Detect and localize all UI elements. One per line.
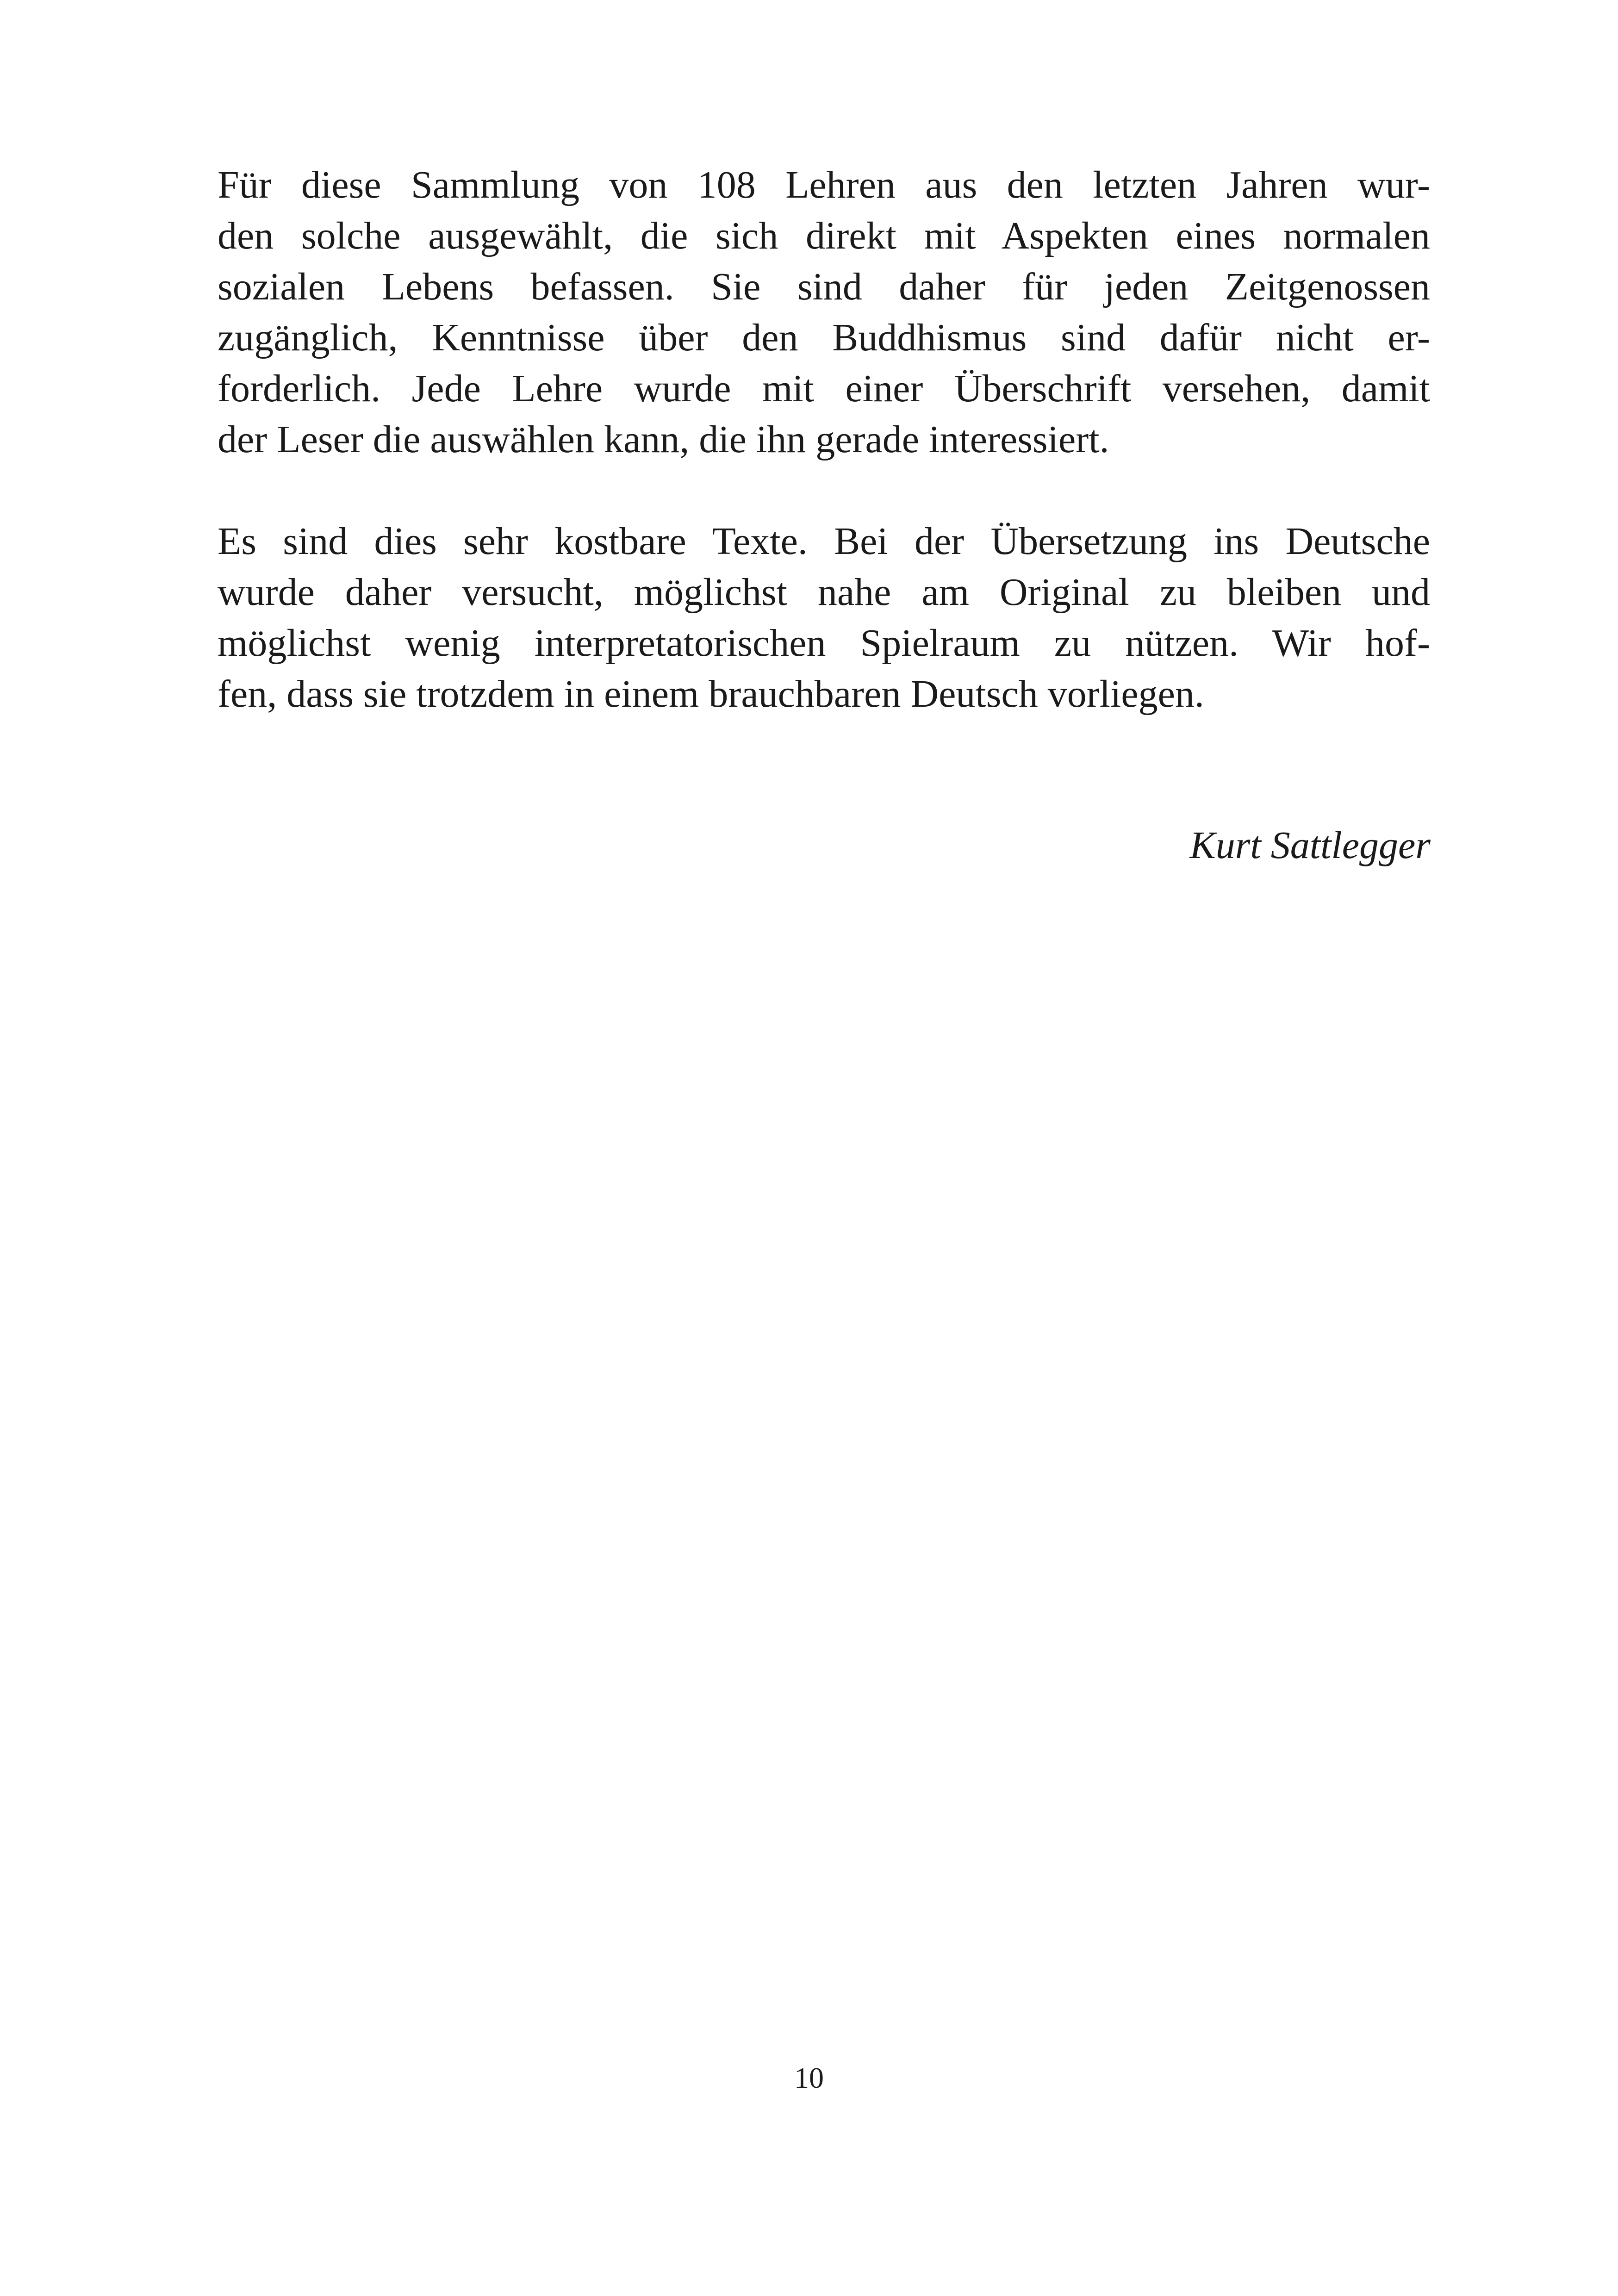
author-signature: Kurt Sattlegger: [1189, 824, 1431, 867]
text-line: forderlich. Jede Lehre wurde mit einer Überschrift versehen, damit: [218, 367, 1430, 410]
text-line: zugänglich, Kenntnisse über den Buddhismus sind dafür nicht er-: [218, 316, 1430, 359]
text-line: Es sind dies sehr kostbare Texte. Bei der Übersetzung ins Deutsche: [218, 520, 1430, 563]
page-number: 10: [794, 2061, 824, 2094]
text-line: sozialen Lebens befassen. Sie sind daher für jeden Zeitgenossen: [218, 265, 1430, 308]
text-line: möglichst wenig interpretatorischen Spielraum zu nützen. Wir hof-: [218, 622, 1430, 665]
paragraph-1: [218, 160, 1430, 465]
text-line: der Leser die auswählen kann, die ihn gerade interessiert.: [218, 418, 1109, 461]
paragraph-2: [218, 516, 1430, 720]
text-line: fen, dass sie trotzdem in einem brauchbaren Deutsch vorliegen.: [218, 672, 1204, 716]
text-line: den solche ausgewählt, die sich direkt mit Aspekten eines normalen: [218, 214, 1430, 257]
body-text: [218, 160, 1430, 720]
text-line: Für diese Sammlung von 108 Lehren aus den letzten Jahren wur-: [218, 163, 1430, 206]
text-line: wurde daher versucht, möglichst nahe am Original zu bleiben und: [218, 571, 1430, 614]
